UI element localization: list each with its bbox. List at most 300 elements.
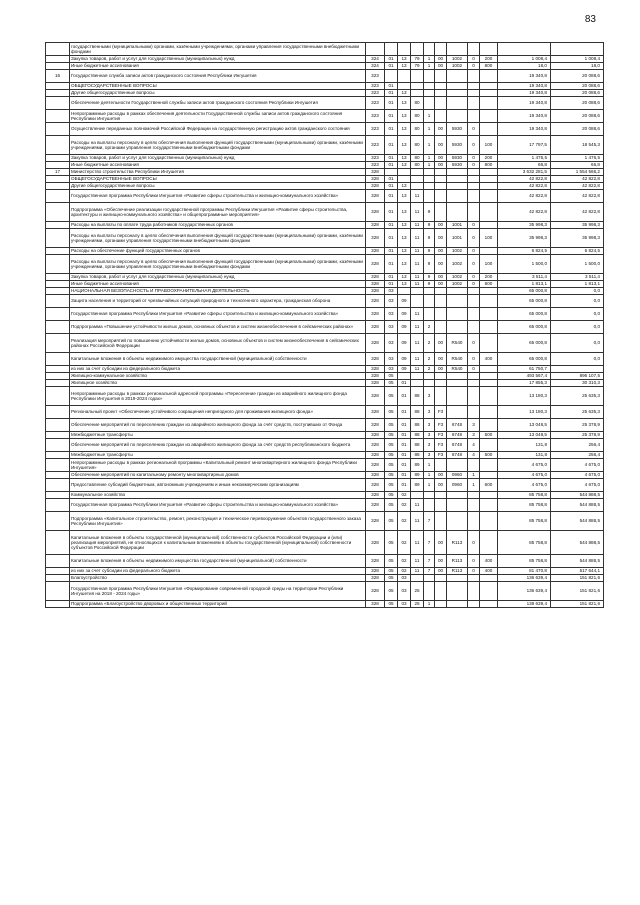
program-code: 25 xyxy=(411,582,424,601)
table-row xyxy=(46,169,604,176)
program-code: 11 xyxy=(411,203,424,222)
direction-code xyxy=(435,288,447,295)
direction-code xyxy=(435,512,447,531)
amount-year-1: 131,8 xyxy=(498,452,551,459)
expense-type: 800 xyxy=(480,281,498,288)
direction-code: 00 xyxy=(435,136,447,155)
item-name: Непрограммные расходы в рамках обеспечения деятельности Государственной службы записи актов гражданского состояния Республики Ингушетия xyxy=(70,110,366,123)
item-name: Жилищное хозяйство xyxy=(70,380,366,387)
direction-code xyxy=(435,575,447,582)
direction-code: 00 xyxy=(435,155,447,162)
section-code: 05 xyxy=(385,492,398,499)
expense-code xyxy=(447,308,468,321)
subsection-code: 13 xyxy=(398,222,411,229)
section-code: 01 xyxy=(385,176,398,183)
program-code: 11 xyxy=(411,555,424,568)
program-code xyxy=(411,43,424,56)
ministry-code: 328 xyxy=(366,568,385,575)
program-code: 11 xyxy=(411,531,424,555)
section-code: 03 xyxy=(385,288,398,295)
amount-year-1: 65 000,8 xyxy=(498,321,551,334)
row-number xyxy=(46,295,70,308)
amount-year-2: 544 888,5 xyxy=(551,512,604,531)
expense-type xyxy=(480,459,498,472)
program-code: 11 xyxy=(411,190,424,203)
expense-code: 6748 xyxy=(447,432,468,439)
table-row xyxy=(46,582,604,601)
subsection-code: 02 xyxy=(398,531,411,555)
ministry-code: 328 xyxy=(366,499,385,512)
subsection-code: 03 xyxy=(398,601,411,608)
amount-year-1: 4 675,0 xyxy=(498,479,551,492)
program-code: 88 xyxy=(411,432,424,439)
subprogram-code xyxy=(424,492,435,499)
direction-code xyxy=(435,380,447,387)
expense-type: 100 xyxy=(480,255,498,274)
expense-code xyxy=(447,97,468,110)
program-code: 11 xyxy=(411,274,424,281)
item-name: Государственная программа Республики Ингушетия «Развитие сферы строительства и жилищно-коммунального хозяйства» xyxy=(70,190,366,203)
subsection-code: 09 xyxy=(398,353,411,366)
amount-year-2: 20 088,6 xyxy=(551,83,604,90)
sub-code: 0 xyxy=(468,136,480,155)
section-code: 01 xyxy=(385,83,398,90)
table-row xyxy=(46,70,604,83)
row-number xyxy=(46,380,70,387)
section-code: 05 xyxy=(385,459,398,472)
amount-year-2: 4 675,0 xyxy=(551,472,604,479)
section-code: 01 xyxy=(385,274,398,281)
amount-year-1: 19 340,8 xyxy=(498,83,551,90)
section-code xyxy=(385,169,398,176)
expense-type xyxy=(480,439,498,452)
item-name: Обеспечение деятельности Государственной службы записи актов гражданского состояния Республики Ингушетия xyxy=(70,97,366,110)
ministry-code: 328 xyxy=(366,353,385,366)
table-body xyxy=(46,43,604,608)
ministry-code: 328 xyxy=(366,169,385,176)
program-code: 88 xyxy=(411,452,424,459)
subprogram-code: 9 xyxy=(424,229,435,248)
ministry-code: 323 xyxy=(366,155,385,162)
table-row xyxy=(46,380,604,387)
program-code: 80 xyxy=(411,110,424,123)
program-code: 11 xyxy=(411,255,424,274)
table-row xyxy=(46,512,604,531)
row-number xyxy=(46,229,70,248)
expense-type xyxy=(480,203,498,222)
amount-year-1: 6 824,5 xyxy=(498,248,551,255)
row-number xyxy=(46,432,70,439)
ministry-code: 328 xyxy=(366,406,385,419)
direction-code: 00 xyxy=(435,255,447,274)
item-name: Государственная служба записи актов гражданского состояния Республики Ингушетия xyxy=(70,70,366,83)
row-number xyxy=(46,439,70,452)
sub-code xyxy=(468,43,480,56)
subprogram-code xyxy=(424,575,435,582)
expense-code xyxy=(447,176,468,183)
program-code xyxy=(411,492,424,499)
subsection-code: 13 xyxy=(398,56,411,63)
subprogram-code: 1 xyxy=(424,459,435,472)
amount-year-2: 544 888,5 xyxy=(551,531,604,555)
amount-year-2: 896 107,5 xyxy=(551,373,604,380)
table-row xyxy=(46,353,604,366)
ministry-code: 324 xyxy=(366,63,385,70)
amount-year-2: 0,0 xyxy=(551,308,604,321)
subprogram-code: 9 xyxy=(424,281,435,288)
sub-code: 3 xyxy=(468,432,480,439)
expense-code: R540 xyxy=(447,366,468,373)
ministry-code: 323 xyxy=(366,97,385,110)
sub-code: 1 xyxy=(468,479,480,492)
row-number xyxy=(46,601,70,608)
item-name: Министерство строительства Республики Ингушетия xyxy=(70,169,366,176)
expense-type xyxy=(480,499,498,512)
direction-code: 00 xyxy=(435,248,447,255)
direction-code: 00 xyxy=(435,366,447,373)
amount-year-1: 136 639,4 xyxy=(498,582,551,601)
ministry-code: 328 xyxy=(366,492,385,499)
ministry-code: 328 xyxy=(366,432,385,439)
sub-code: 4 xyxy=(468,439,480,452)
direction-code: 00 xyxy=(435,63,447,70)
item-name: Непрограммные расходы в рамках региональной программы «Капитальный ремонт многоквартирного жилищного фонда Республики Ингушетия» xyxy=(70,459,366,472)
subprogram-code: 1 xyxy=(424,479,435,492)
direction-code: 00 xyxy=(435,555,447,568)
expense-code: 5930 xyxy=(447,155,468,162)
expense-type xyxy=(480,419,498,432)
amount-year-2: 35 998,3 xyxy=(551,229,604,248)
ministry-code: 328 xyxy=(366,255,385,274)
amount-year-2: 42 822,8 xyxy=(551,190,604,203)
amount-year-2: 20 088,6 xyxy=(551,90,604,97)
subprogram-code xyxy=(424,190,435,203)
program-code: 80 xyxy=(411,155,424,162)
subsection-code: 09 xyxy=(398,321,411,334)
row-number xyxy=(46,136,70,155)
amount-year-2: 20 088,6 xyxy=(551,110,604,123)
subsection-code: 09 xyxy=(398,295,411,308)
subprogram-code: 1 xyxy=(424,162,435,169)
row-number xyxy=(46,419,70,432)
item-name: Капитальные вложения в объекты государственной (муниципальной) собственности субъектов Российской Федерации и (или) реализация мероприятий, не относящихся к капитальным вложениям в объекты государственной (муниципальной) собственности субъектов Российской Федерации xyxy=(70,531,366,555)
item-name: Капитальные вложения в объекты недвижимого имущества государственной (муниципальной) собственности xyxy=(70,555,366,568)
expense-type xyxy=(480,334,498,353)
table-row xyxy=(46,136,604,155)
program-code: 11 xyxy=(411,568,424,575)
sub-code: 4 xyxy=(468,452,480,459)
item-name: Межбюджетные трансферты xyxy=(70,432,366,439)
ministry-code: 328 xyxy=(366,183,385,190)
expense-code: 6748 xyxy=(447,439,468,452)
ministry-code: 328 xyxy=(366,419,385,432)
amount-year-1: 42 822,8 xyxy=(498,190,551,203)
expense-code xyxy=(447,459,468,472)
row-number xyxy=(46,83,70,90)
item-name: Государственная программа Республики Ингушетия «Развитие сферы строительства и жилищно-коммунального хозяйства» xyxy=(70,499,366,512)
sub-code: 0 xyxy=(468,568,480,575)
expense-type xyxy=(480,90,498,97)
expense-type xyxy=(480,190,498,203)
amount-year-2: 25 378,9 xyxy=(551,432,604,439)
direction-code xyxy=(435,203,447,222)
subprogram-code xyxy=(424,83,435,90)
subsection-code: 01 xyxy=(398,380,411,387)
subsection-code: 01 xyxy=(398,459,411,472)
expense-code: 6748 xyxy=(447,419,468,432)
amount-year-1: 17 855,3 xyxy=(498,380,551,387)
section-code: 05 xyxy=(385,568,398,575)
row-number xyxy=(46,492,70,499)
item-name: государственными (муниципальными) органами, казёнными учреждениями, органами управления государственными внебюджетными фондами xyxy=(70,43,366,56)
subsection-code: 13 xyxy=(398,97,411,110)
subsection-code: 13 xyxy=(398,110,411,123)
section-code: 01 xyxy=(385,183,398,190)
expense-type xyxy=(480,248,498,255)
expense-code xyxy=(447,582,468,601)
program-code: 88 xyxy=(411,419,424,432)
amount-year-1: 65 000,8 xyxy=(498,295,551,308)
amount-year-1: 136 639,4 xyxy=(498,575,551,582)
amount-year-2: 25 378,9 xyxy=(551,419,604,432)
subprogram-code: 7 xyxy=(424,531,435,555)
section-code: 05 xyxy=(385,406,398,419)
row-number xyxy=(46,176,70,183)
subprogram-code: 9 xyxy=(424,222,435,229)
ministry-code: 328 xyxy=(366,295,385,308)
ministry-code: 328 xyxy=(366,176,385,183)
expense-type: 200 xyxy=(480,56,498,63)
program-code: 89 xyxy=(411,479,424,492)
item-name: Коммунальное хозяйство xyxy=(70,492,366,499)
subprogram-code xyxy=(424,499,435,512)
table-row xyxy=(46,387,604,406)
expense-type xyxy=(480,308,498,321)
expense-type xyxy=(480,387,498,406)
direction-code xyxy=(435,70,447,83)
sub-code xyxy=(468,321,480,334)
table-row xyxy=(46,321,604,334)
amount-year-1: 1 500,0 xyxy=(498,255,551,274)
row-number xyxy=(46,203,70,222)
row-number xyxy=(46,472,70,479)
amount-year-1: 1 476,5 xyxy=(498,155,551,162)
section-code: 03 xyxy=(385,334,398,353)
ministry-code: 328 xyxy=(366,387,385,406)
expense-code xyxy=(447,70,468,83)
expense-code: 1002 xyxy=(447,255,468,274)
ministry-code: 328 xyxy=(366,373,385,380)
amount-year-2: 30 310,3 xyxy=(551,380,604,387)
expense-code: R540 xyxy=(447,353,468,366)
expense-code: 5930 xyxy=(447,162,468,169)
subprogram-code: 7 xyxy=(424,555,435,568)
expense-code xyxy=(447,43,468,56)
sub-code xyxy=(468,512,480,531)
sub-code: 0 xyxy=(468,281,480,288)
direction-code xyxy=(435,43,447,56)
section-code: 05 xyxy=(385,499,398,512)
sub-code: 0 xyxy=(468,123,480,136)
table-row xyxy=(46,222,604,229)
subprogram-code: 2 xyxy=(424,366,435,373)
expense-code: R113 xyxy=(447,568,468,575)
direction-code: F3 xyxy=(435,432,447,439)
section-code xyxy=(385,43,398,56)
sub-code xyxy=(468,373,480,380)
subprogram-code xyxy=(424,70,435,83)
table-row xyxy=(46,183,604,190)
subsection-code: 13 xyxy=(398,136,411,155)
item-name: из них за счет субсидии из федерального бюджета xyxy=(70,366,366,373)
table-row xyxy=(46,334,604,353)
amount-year-2: 1 008,4 xyxy=(551,56,604,63)
amount-year-2: 1 476,5 xyxy=(551,155,604,162)
program-code xyxy=(411,380,424,387)
program-code: 80 xyxy=(411,162,424,169)
amount-year-2: 151 821,6 xyxy=(551,601,604,608)
expense-type xyxy=(480,380,498,387)
ministry-code: 324 xyxy=(366,56,385,63)
sub-code: 0 xyxy=(468,229,480,248)
amount-year-1: 19 340,8 xyxy=(498,97,551,110)
table-row xyxy=(46,373,604,380)
expense-type: 100 xyxy=(480,136,498,155)
section-code: 01 xyxy=(385,90,398,97)
subsection-code: 01 xyxy=(398,406,411,419)
section-code: 01 xyxy=(385,222,398,229)
amount-year-1: 1 008,4 xyxy=(498,56,551,63)
amount-year-1: 42 822,8 xyxy=(498,183,551,190)
item-name: Иные бюджетные ассигнования xyxy=(70,281,366,288)
subprogram-code xyxy=(424,308,435,321)
program-code: 11 xyxy=(411,499,424,512)
amount-year-1: 4 675,0 xyxy=(498,459,551,472)
item-name: Расходы на выплаты персоналу в целях обеспечения выполнения функций государственными (муниципальными) органами, казёнными учреждениями, органами управления государственными внебюджетными фондами xyxy=(70,229,366,248)
item-name: Государственная программа Республики Ингушетия «Формирование современной городской среды на территории Республики Ингушетия на 2018 - 2024 годы» xyxy=(70,582,366,601)
amount-year-2: 4 675,0 xyxy=(551,479,604,492)
program-code xyxy=(411,575,424,582)
subprogram-code: 2 xyxy=(424,353,435,366)
sub-code: 0 xyxy=(468,56,480,63)
ministry-code: 328 xyxy=(366,190,385,203)
direction-code xyxy=(435,582,447,601)
ministry-code: 328 xyxy=(366,479,385,492)
section-code: 03 xyxy=(385,366,398,373)
direction-code xyxy=(435,308,447,321)
table-row xyxy=(46,555,604,568)
ministry-code: 328 xyxy=(366,274,385,281)
sub-code xyxy=(468,203,480,222)
table-row xyxy=(46,575,604,582)
expense-type xyxy=(480,123,498,136)
amount-year-2: 517 644,1 xyxy=(551,568,604,575)
table-row xyxy=(46,43,604,56)
subsection-code: 09 xyxy=(398,366,411,373)
ministry-code: 328 xyxy=(366,281,385,288)
direction-code xyxy=(435,83,447,90)
item-name: Осуществление переданных полномочий Российской Федерации на государственную регистрацию актов гражданского состояния xyxy=(70,123,366,136)
table-row xyxy=(46,90,604,97)
row-number: 16 xyxy=(46,70,70,83)
item-name: Другие общегосударственные вопросы xyxy=(70,183,366,190)
item-name: ОБЩЕГОСУДАРСТВЕННЫЕ ВОПРОСЫ xyxy=(70,176,366,183)
amount-year-2: 42 822,8 xyxy=(551,176,604,183)
row-number xyxy=(46,582,70,601)
amount-year-2 xyxy=(551,366,604,373)
program-code xyxy=(411,70,424,83)
section-code: 05 xyxy=(385,555,398,568)
program-code: 80 xyxy=(411,136,424,155)
subsection-code: 13 xyxy=(398,90,411,97)
program-code: 11 xyxy=(411,366,424,373)
row-number xyxy=(46,459,70,472)
direction-code xyxy=(435,295,447,308)
sub-code xyxy=(468,380,480,387)
expense-code: 5930 xyxy=(447,136,468,155)
subsection-code: 01 xyxy=(398,387,411,406)
item-name: Закупка товаров, работ и услуг для государственных (муниципальных) нужд xyxy=(70,155,366,162)
item-name: Обеспечение мероприятий по капитальному ремонту многоквартирных домов xyxy=(70,472,366,479)
section-code: 01 xyxy=(385,281,398,288)
program-code xyxy=(411,288,424,295)
program-code: 88 xyxy=(411,439,424,452)
ministry-code xyxy=(366,43,385,56)
program-code: 11 xyxy=(411,334,424,353)
expense-code xyxy=(447,110,468,123)
subprogram-code xyxy=(424,97,435,110)
subsection-code: 13 xyxy=(398,255,411,274)
amount-year-1: 13 048,5 xyxy=(498,419,551,432)
amount-year-2: 20 088,6 xyxy=(551,70,604,83)
table-row xyxy=(46,288,604,295)
expense-code xyxy=(447,387,468,406)
expense-type xyxy=(480,176,498,183)
sub-code xyxy=(468,97,480,110)
direction-code xyxy=(435,97,447,110)
row-number xyxy=(46,56,70,63)
subprogram-code: 7 xyxy=(424,512,435,531)
subprogram-code xyxy=(424,169,435,176)
sub-code: 0 xyxy=(468,155,480,162)
section-code: 05 xyxy=(385,432,398,439)
direction-code: 00 xyxy=(435,123,447,136)
row-number xyxy=(46,222,70,229)
direction-code: 00 xyxy=(435,162,447,169)
section-code: 05 xyxy=(385,512,398,531)
row-number xyxy=(46,568,70,575)
sub-code: 0 xyxy=(468,162,480,169)
expense-code: 6748 xyxy=(447,452,468,459)
expense-type: 200 xyxy=(480,274,498,281)
direction-code: 00 xyxy=(435,568,447,575)
subsection-code: 02 xyxy=(398,492,411,499)
subsection-code xyxy=(398,176,411,183)
ministry-code: 328 xyxy=(366,222,385,229)
amount-year-2: 42 822,8 xyxy=(551,203,604,222)
subprogram-code xyxy=(424,288,435,295)
amount-year-1: 131,8 xyxy=(498,439,551,452)
expense-code: 1002 xyxy=(447,274,468,281)
ministry-code: 328 xyxy=(366,452,385,459)
subsection-code: 13 xyxy=(398,190,411,203)
sub-code: 0 xyxy=(468,63,480,70)
amount-year-2: 3 511,4 xyxy=(551,274,604,281)
expense-code: 1002 xyxy=(447,248,468,255)
ministry-code: 323 xyxy=(366,162,385,169)
row-number xyxy=(46,321,70,334)
subsection-code: 02 xyxy=(398,512,411,531)
